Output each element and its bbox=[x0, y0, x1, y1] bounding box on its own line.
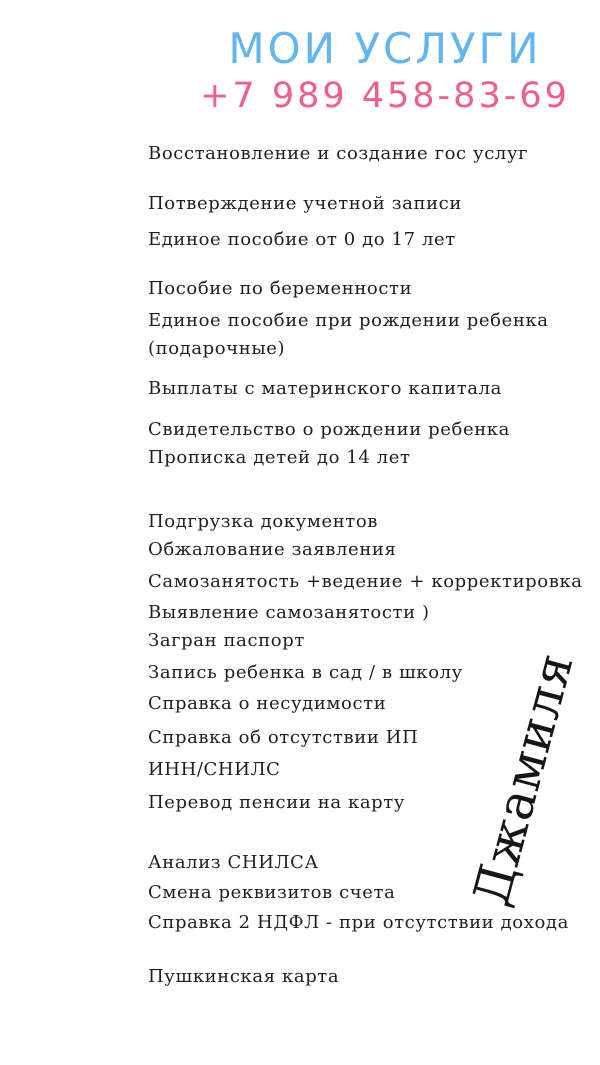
service-item: ИНН/СНИЛС bbox=[148, 759, 281, 780]
service-item: Справка 2 НДФЛ - при отсутствии дохода bbox=[148, 912, 569, 933]
service-item: Загран паспорт bbox=[148, 630, 305, 651]
service-item: Перевод пенсии на карту bbox=[148, 792, 406, 813]
signature-text: Джамиля bbox=[461, 646, 585, 912]
service-item: Пушкинская карта bbox=[148, 966, 340, 987]
service-item: Подгрузка документов bbox=[148, 511, 379, 532]
service-item: Потверждение учетной записи bbox=[148, 193, 462, 214]
service-item: Восстановление и создание гос услуг bbox=[148, 143, 529, 164]
service-item: Свидетельство о рождении ребенка bbox=[148, 419, 510, 440]
service-item: Справка о несудимости bbox=[148, 693, 387, 714]
service-item: Самозанятость +ведение + корректировка bbox=[148, 571, 583, 592]
service-item: Запись ребенка в сад / в школу bbox=[148, 662, 463, 683]
service-item: Выявление самозанятости ) bbox=[148, 602, 430, 623]
page-title: МОИ УСЛУГИ bbox=[228, 24, 542, 73]
service-item: Смена реквизитов счета bbox=[148, 882, 396, 903]
service-item: Анализ СНИЛСА bbox=[148, 852, 319, 873]
phone-number: +7 989 458-83-69 bbox=[200, 76, 570, 116]
service-item: Прописка детей до 14 лет bbox=[148, 447, 411, 468]
service-item: Обжалование заявления bbox=[148, 539, 397, 560]
service-item: Единое пособие от 0 до 17 лет bbox=[148, 229, 456, 250]
service-item: (подарочные) bbox=[148, 338, 286, 359]
service-item: Выплаты с материнского капитала bbox=[148, 378, 502, 399]
service-item: Единое пособие при рождении ребенка bbox=[148, 310, 549, 331]
service-item: Пособие по беременности bbox=[148, 278, 413, 299]
service-item: Справка об отсутствии ИП bbox=[148, 727, 419, 748]
